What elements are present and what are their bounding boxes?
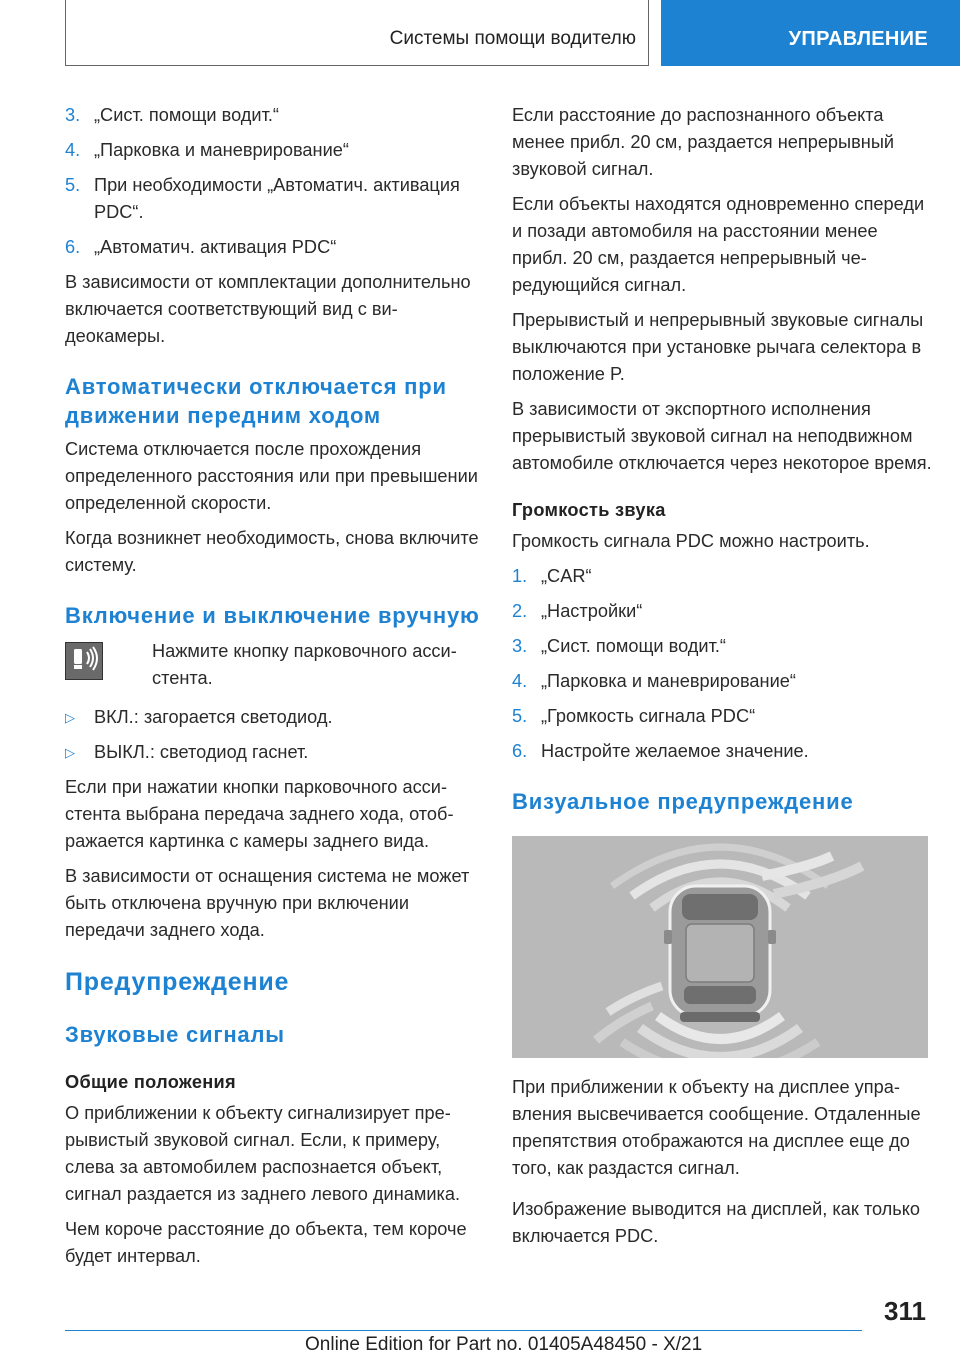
paragraph: О приближении к объекту сигнализирует прерывистый звуковой сигнал. Если, к примеру, слева за автомобилем распознается объект, сигнал раздается из заднего левого динамика.: [65, 1103, 461, 1204]
paragraph: Если расстояние до распознанного объекта менее прибл. 20 см, раздается непрерывный звуковой сигнал.: [512, 105, 895, 179]
rear-bumper: [680, 1012, 760, 1022]
pdc-display-illustration: [512, 836, 928, 1058]
paragraph: В зависимости от комплектации дополнительно включается соответствующий вид с видеокамеры.: [65, 272, 471, 346]
paragraph: Громкость сигнала PDC можно настроить.: [512, 531, 870, 551]
car-roof: [686, 924, 754, 982]
heading-warning: Предупреждение: [65, 968, 290, 996]
mirror-left: [664, 930, 672, 944]
paragraph: При приближении к объекту на дисплее управления высвечивается сообщение. Отдаленные препятствия отображаются на дисплее еще до того, как раздастся сигнал.: [512, 1077, 921, 1178]
paragraph: Прерывистый и непрерывный звуковые сигналы выключаются при установке рычага селектора в положение P.: [512, 310, 924, 384]
paragraph: Система отключается после прохождения определенного расстояния или при превышении определенной скорости.: [65, 439, 478, 513]
heading-general: Общие положения: [65, 1072, 236, 1092]
paragraph: Если при нажатии кнопки парковочного ассистента выбрана передача заднего хода, отображается картинка с камеры заднего вида.: [65, 777, 454, 851]
windshield: [682, 894, 758, 920]
header-section-tab: [65, 0, 649, 66]
list-item: 6. Настройте желаемое значение.: [512, 741, 809, 761]
list-item: 4. „Парковка и маневрирование“: [65, 140, 349, 160]
paragraph: Чем короче расстояние до объекта, тем короче будет интервал.: [65, 1219, 467, 1266]
paragraph: Изображение выводится на дисплей, как только включается PDC.: [512, 1199, 921, 1246]
side-arc: [608, 986, 662, 1012]
list-item: 2. „Настройки“: [512, 601, 643, 621]
list-item: 1. „CAR“: [512, 566, 592, 586]
car-sensor-graphic: [512, 836, 928, 1058]
paragraph: В зависимости от оснащения система не может быть отключена вручную при включении передачи заднего хода.: [65, 866, 470, 940]
header-chapter-title: УПРАВЛЕНИЕ: [788, 28, 928, 50]
list-item: ▷ ВКЛ.: загорается светодиод.: [65, 707, 333, 727]
heading-visual-warning: Визуальное предупреждение: [512, 789, 854, 814]
paragraph: Если объекты находятся одновременно спереди и позади автомобиля на расстоянии менее прибл. 20 см, раздается непрерывный чередующийся сигнал.: [512, 194, 925, 295]
page-number: 311: [884, 1296, 926, 1326]
paragraph: В зависимости от экспортного исполнения прерывистый звуковой сигнал на неподвижном автомобиле отключается через некоторое время.: [512, 399, 932, 473]
list-item: 6. „Автоматич. активация PDC“: [65, 237, 337, 257]
heading-manual: Включение и выключение вручную: [65, 603, 480, 628]
heading-sound-signals: Звуковые сигналы: [65, 1022, 285, 1047]
footer-edition: Online Edition for Part no. 01405A48450 - X/21: [305, 1334, 703, 1355]
list-item: 3. „Сист. помощи водит.“: [65, 105, 279, 125]
paragraph: Когда возникнет необходимость, снова включите систему.: [65, 528, 479, 575]
mirror-right: [768, 930, 776, 944]
icon-instruction: [65, 638, 485, 692]
park-assist-button-icon: [65, 642, 103, 680]
footer-divider: [65, 1330, 862, 1331]
list-item: 5. При необходимости „Автоматич. активация PDC“.: [65, 175, 460, 222]
icon-instruction-text: Нажмите кнопку парковочного ассистента.: [152, 641, 457, 688]
header-section-title: Системы помощи водителю: [389, 28, 636, 49]
list-item: 3. „Сист. помощи водит.“: [512, 636, 726, 656]
right-column: [512, 102, 932, 1258]
heading-volume: Громкость звука: [512, 500, 666, 520]
list-item: 5. „Громкость сигнала PDC“: [512, 706, 756, 726]
left-column: [65, 102, 485, 1278]
rear-window: [684, 986, 756, 1004]
heading-auto-off: Автоматически отключается при движении передним ходом: [65, 374, 447, 428]
list-item: 4. „Парковка и маневрирование“: [512, 671, 796, 691]
list-item: ▷ ВЫКЛ.: светодиод гаснет.: [65, 742, 309, 762]
header-chapter-tab: [661, 0, 960, 66]
